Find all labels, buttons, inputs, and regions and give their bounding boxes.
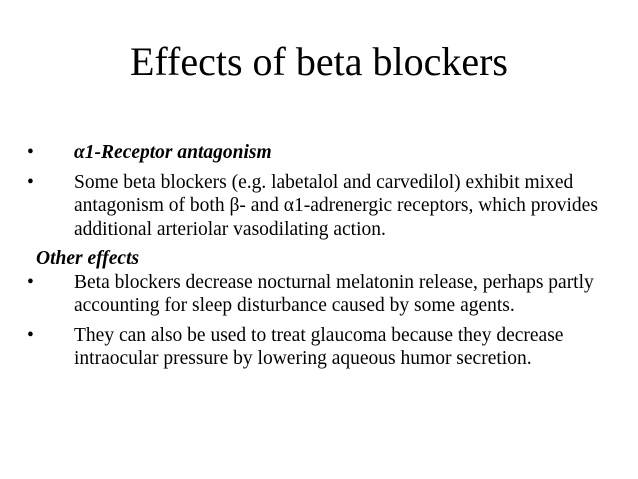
bullet-dot: •: [27, 171, 34, 193]
bullet-item: [27, 271, 607, 318]
bullet-dot: •: [27, 142, 34, 163]
bullet-text-melatonin: Beta blockers decrease nocturnal melatonin release, perhaps partly accounting for sleep disturbance caused by some agents.: [74, 271, 594, 316]
bullet-dot: •: [27, 271, 34, 293]
bullet-item: [27, 171, 607, 242]
bullet-item: [27, 324, 607, 371]
bullet-text-glaucoma: They can also be used to treat glaucoma because they decrease intraocular pressure by lowering aqueous humor secretion.: [74, 324, 564, 369]
bullet-item: [27, 141, 607, 165]
bullet-text-receptor-antagonism: α1-Receptor antagonism: [74, 142, 272, 163]
bullet-text-mixed-antagonism: Some beta blockers (e.g. labetalol and carvedilol) exhibit mixed antagonism of both β- and α1-adrenergic receptors, which provides additional arteriolar vasodilating action.: [74, 171, 598, 240]
subheading-other-effects: Other effects: [36, 248, 140, 269]
bullet-dot: •: [27, 324, 34, 346]
slide-title: Effects of beta blockers: [130, 39, 508, 84]
slide-content: [27, 141, 607, 371]
